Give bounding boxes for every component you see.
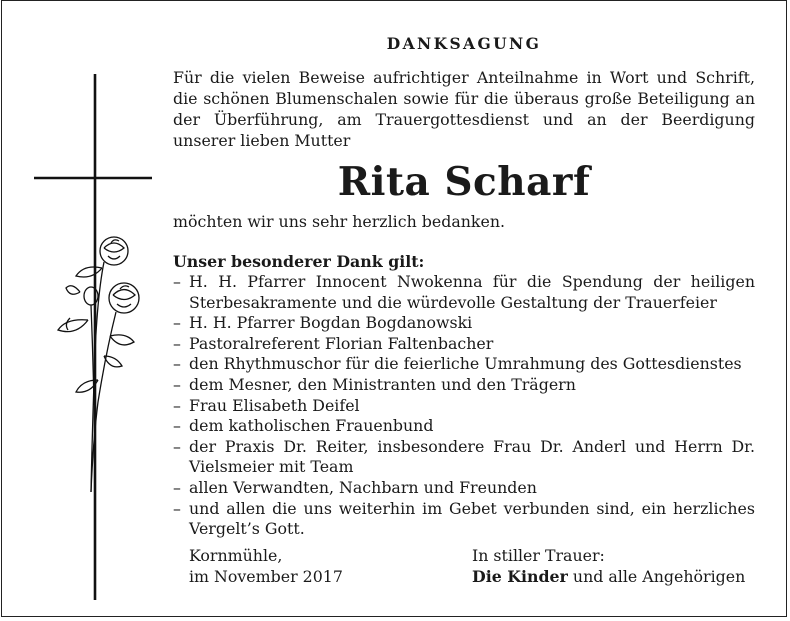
list-item: – H. H. Pfarrer Innocent Nwokenna für die Spendung der heiligen Sterbesakramente und die würdevolle Gestaltung der Trauerfeier — [173, 272, 755, 313]
signers-rest: und alle Angehörigen — [567, 567, 746, 586]
footer-mourning: In stiller Trauer: — [472, 546, 605, 565]
deceased-name: Rita Scharf — [337, 159, 591, 205]
intro-text: Für die vielen Beweise aufrichtiger Anteilnahme in Wort und Schrift, die schönen Blumenschalen sowie für die überaus große Beteiligung an der Überführung, am Trauergottesdienst und an der Beerdigung unserer lieben Mutter — [173, 68, 755, 150]
footer-place: Kornmühle, — [189, 546, 283, 565]
footer-date: im November 2017 — [189, 567, 343, 586]
thanks-title: Unser besonderer Dank gilt: — [173, 252, 425, 271]
notice-heading: DANKSAGUNG — [386, 34, 542, 53]
cross-with-roses-icon — [0, 0, 170, 621]
list-item: – Frau Elisabeth Deifel — [173, 396, 755, 417]
list-item: – dem Mesner, den Ministranten und den Trägern — [173, 375, 755, 396]
list-item: – allen Verwandten, Nachbarn und Freunden — [173, 478, 755, 499]
footer-place-date — [189, 545, 343, 587]
footer-signers — [472, 566, 745, 587]
list-item: – H. H. Pfarrer Bogdan Bogdanowski — [173, 313, 755, 334]
footer-signature — [472, 545, 745, 587]
list-item: – den Rhythmuschor für die feierliche Umrahmung des Gottesdienstes — [173, 354, 755, 375]
list-item: – und allen die uns weiterhin im Gebet verbunden sind, ein herzliches Vergelt’s Gott. — [173, 499, 755, 540]
list-item: – der Praxis Dr. Reiter, insbesondere Frau Dr. Anderl und Herrn Dr. Vielsmeier mit Team — [173, 437, 755, 478]
thanks-list — [173, 272, 755, 540]
closing-text: möchten wir uns sehr herzlich bedanken. — [173, 212, 506, 231]
signers-bold: Die Kinder — [472, 567, 568, 586]
list-item: – dem katholischen Frauenbund — [173, 416, 755, 437]
list-item: – Pastoralreferent Florian Faltenbacher — [173, 334, 755, 355]
